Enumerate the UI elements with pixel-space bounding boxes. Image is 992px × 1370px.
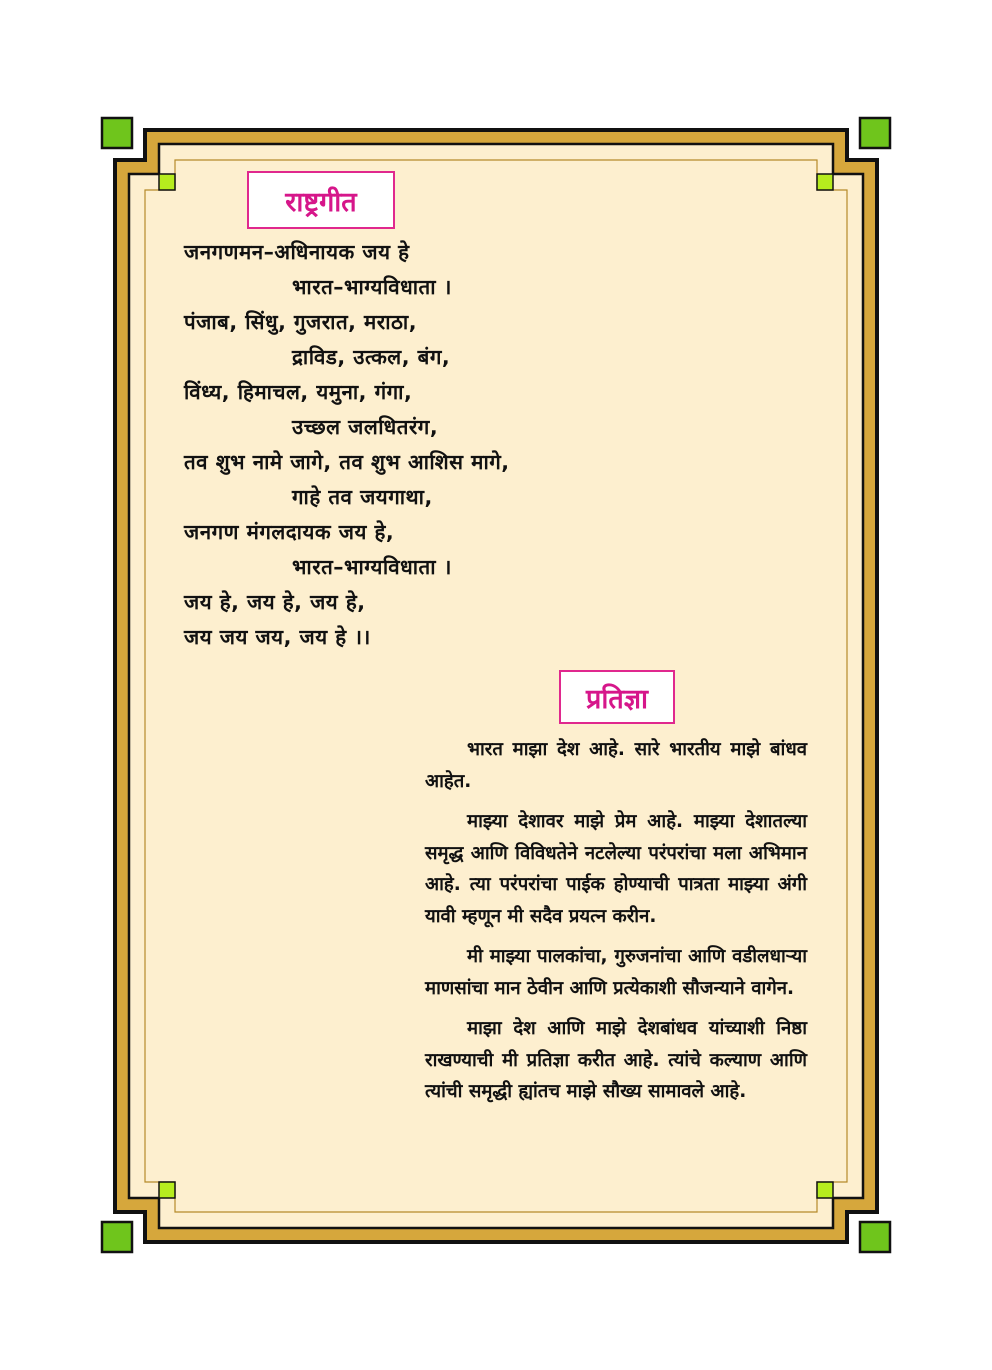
anthem-line: विंध्य, हिमाचल, यमुना, गंगा, (184, 380, 413, 404)
anthem-line: जनगणमन–अधिनायक जय हे (184, 240, 410, 264)
anthem-line: भारत–भाग्यविधाता । (292, 275, 452, 299)
inner-square-top-left (159, 174, 175, 190)
pledge-paragraph: माझ्या देशावर माझे प्रेम आहे. माझ्या देशातल्या समृद्ध आणि विविधतेने नटलेल्या परंपरांचा मला अभिमान आहे. त्या परंपरांचा पाईक होण्याची पात्रता माझ्या अंगी यावी म्हणून मी सदैव प्रयत्न करीन. (425, 811, 807, 927)
anthem-line: जनगण मंगलदायक जय हे, (184, 520, 395, 544)
inner-square-top-right (817, 174, 833, 190)
pledge-paragraph: मी माझ्या पालकांचा, गुरुजनांचा आणि वडीलधाऱ्या माणसांचा मान ठेवीन आणि प्रत्येकाशी सौजन्याने वागेन. (425, 946, 807, 999)
anthem-line: तव शुभ नामे जागे, तव शुभ आशिस मागे, (184, 450, 510, 474)
anthem-heading (247, 171, 395, 229)
anthem-line: गाहे तव जयगाथा, (292, 485, 433, 509)
anthem-heading-text: राष्ट्रगीत (285, 186, 357, 218)
inner-square-bottom-left (159, 1182, 175, 1198)
anthem-line: जय हे, जय हे, जय हे, (184, 590, 366, 614)
inner-square-bottom-right (817, 1182, 833, 1198)
corner-square-top-left (102, 118, 132, 148)
corner-square-bottom-left (102, 1222, 132, 1252)
pledge-paragraph: माझा देश आणि माझे देशबांधव यांच्याशी निष्ठा राखण्याची मी प्रतिज्ञा करीत आहे. त्यांचे कल्याण आणि त्यांची समृद्धी ह्यांतच माझे सौख्य सामावले आहे. (425, 1018, 807, 1102)
pledge-heading-text: प्रतिज्ञा (585, 683, 649, 715)
corner-square-bottom-right (860, 1222, 890, 1252)
anthem-line: उच्छल जलधितरंग, (292, 415, 439, 439)
corner-square-top-right (860, 118, 890, 148)
anthem-line: जय जय जय, जय हे ।। (184, 625, 371, 649)
anthem-line: द्राविड, उत्कल, बंग, (292, 345, 451, 369)
pledge-heading (559, 670, 675, 724)
pledge-text (425, 734, 807, 1117)
anthem-line: पंजाब, सिंधु, गुजरात, मराठा, (184, 310, 418, 334)
pledge-paragraph: भारत माझा देश आहे. सारे भारतीय माझे बांधव आहेत. (425, 739, 807, 792)
anthem-line: भारत–भाग्यविधाता । (292, 555, 452, 579)
